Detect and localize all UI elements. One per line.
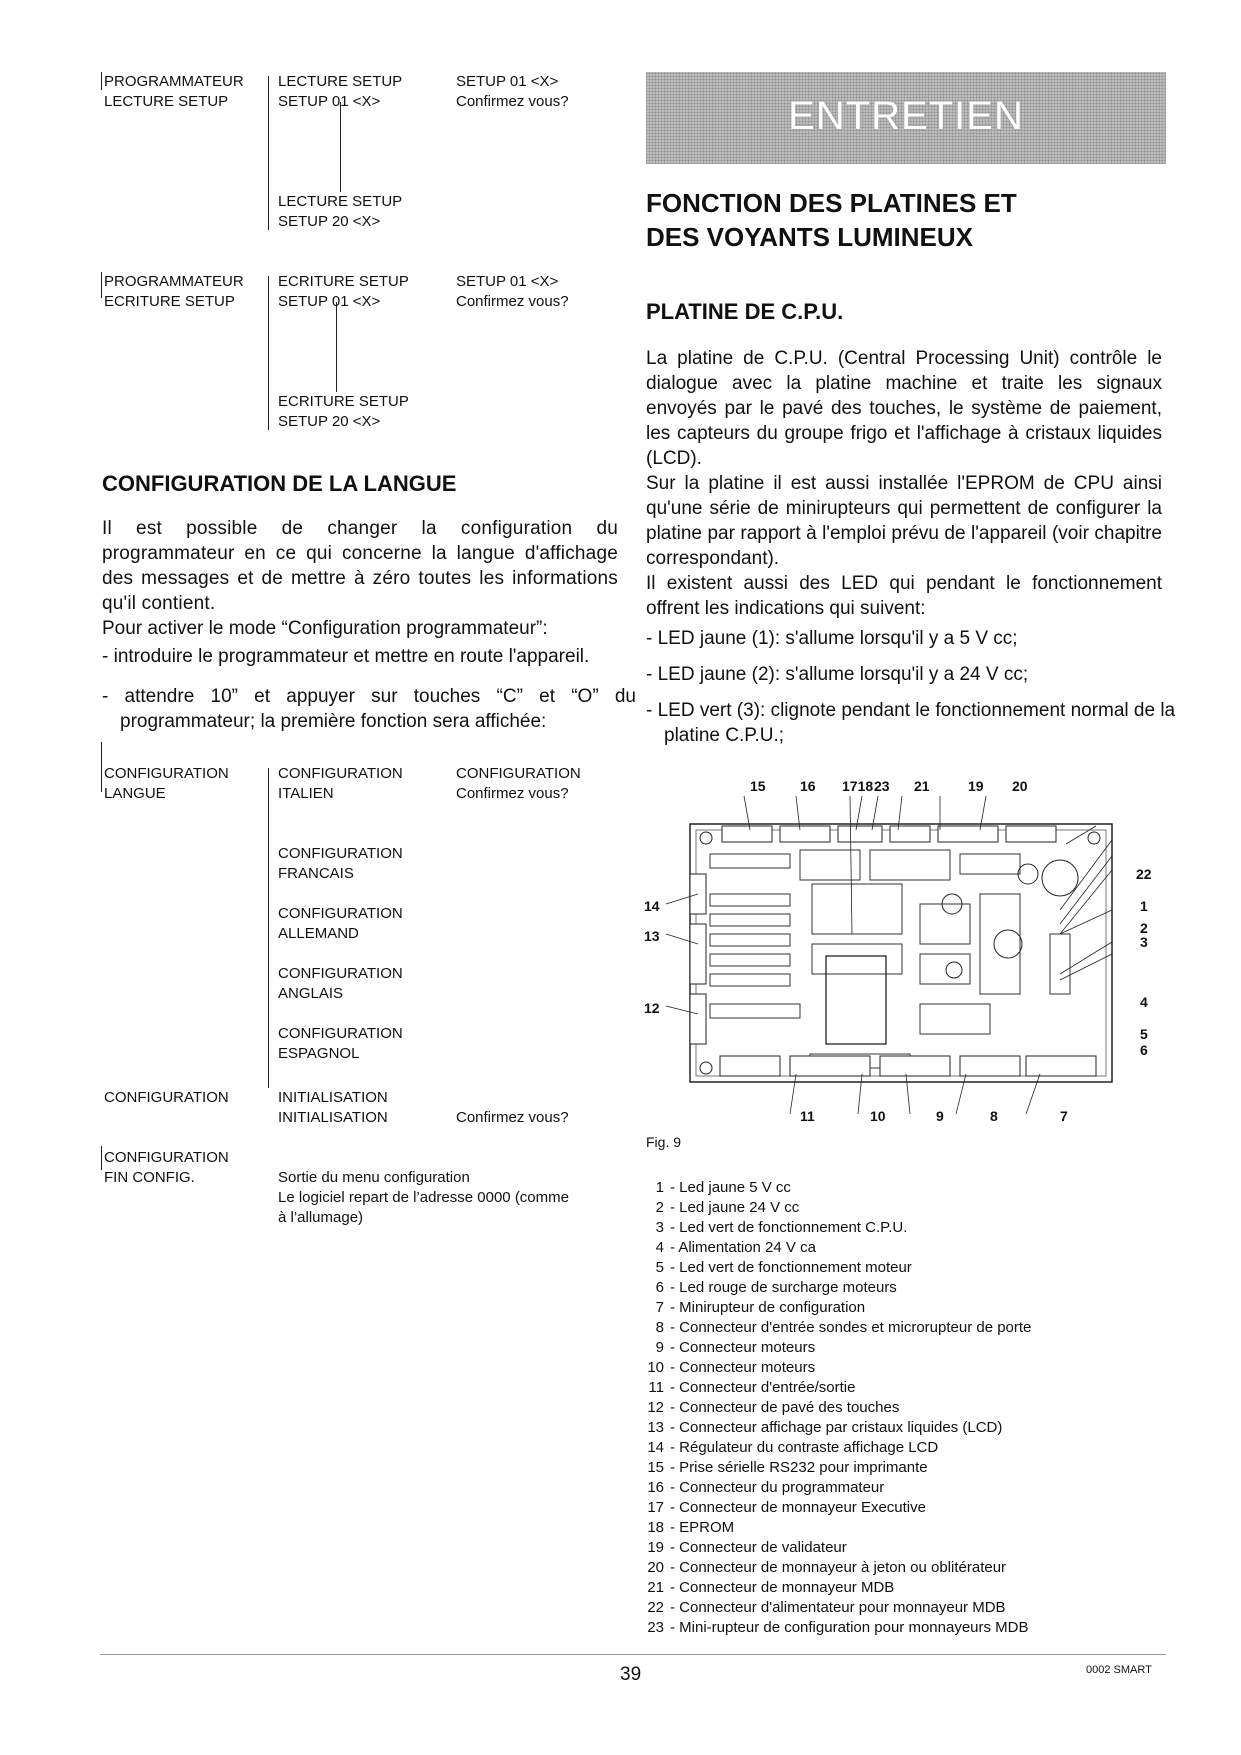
legend-number: 15 (647, 1459, 664, 1476)
config-anglais: CONFIGURATION ANGLAIS (278, 965, 403, 1002)
legend-item (646, 1218, 1031, 1238)
legend-item (646, 1358, 1031, 1378)
legend-text: - Connecteur moteurs (670, 1359, 816, 1376)
legend-text: - Mini-rupteur de configuration pour monnayeurs MDB (670, 1619, 1029, 1636)
cpu-body (646, 346, 1162, 621)
fig-label-10: 10 (870, 1108, 886, 1124)
legend-item (646, 1558, 1031, 1578)
led2-item: - LED jaune (2): s'allume lorsqu'il y a 24 V cc; (646, 664, 1029, 685)
menu2-col2a: ECRITURE SETUP SETUP 01 <X> (278, 273, 409, 310)
legend-text: - Led jaune 5 V cc (670, 1179, 791, 1196)
legend-item (646, 1258, 1031, 1278)
legend-number: 1 (655, 1179, 664, 1196)
config-init-col2: INITIALISATION INITIALISATION (278, 1089, 388, 1126)
menu1-col2b: LECTURE SETUP SETUP 20 <X> (278, 193, 403, 230)
footer-divider (100, 1654, 1166, 1655)
fig-label-1: 1 (1140, 898, 1148, 914)
legend-number: 11 (648, 1379, 664, 1396)
fig-label-8: 8 (990, 1108, 998, 1124)
config-espagnol: CONFIGURATION ESPAGNOL (278, 1025, 403, 1062)
legend-text: - Connecteur de monnayeur à jeton ou oblitérateur (670, 1559, 1007, 1576)
legend-text: - Connecteur affichage par cristaux liquides (LCD) (670, 1419, 1003, 1436)
fig-label-23: 23 (874, 778, 890, 794)
legend-item (646, 1538, 1031, 1558)
fig-label-3: 3 (1140, 934, 1148, 950)
led1-item: - LED jaune (1): s'allume lorsqu'il y a 5 V cc; (646, 628, 1018, 649)
legend-text: - Connecteur d'entrée/sortie (670, 1379, 856, 1396)
figure-caption: Fig. 9 (646, 1134, 682, 1150)
legend-item (646, 1498, 1031, 1518)
fig-label-16: 16 (800, 778, 816, 794)
legend-item (646, 1398, 1031, 1418)
legend-text: - Minirupteur de configuration (670, 1299, 866, 1316)
legend-number: 16 (647, 1479, 664, 1496)
legend-item (646, 1518, 1031, 1538)
legend-number: 13 (647, 1419, 664, 1436)
legend-text: - Connecteur du programmateur (670, 1479, 885, 1496)
legend-item (646, 1338, 1031, 1358)
legend-number: 6 (655, 1279, 664, 1296)
legend-number: 19 (647, 1539, 664, 1556)
legend-text: - EPROM (670, 1519, 735, 1536)
legend-text: - Led rouge de surcharge moteurs (670, 1279, 897, 1296)
legend-number: 17 (647, 1499, 664, 1516)
legend-text: - Led vert de fonctionnement C.P.U. (670, 1219, 908, 1236)
fig-label-1718: 1718 (842, 778, 874, 794)
fig-label-12: 12 (644, 1000, 660, 1016)
page-number: 39 (620, 1664, 642, 1685)
legend-text: - Connecteur d'entrée sondes et microrupteur de porte (670, 1319, 1032, 1336)
legend-item (646, 1598, 1031, 1618)
fig-label-6: 6 (1140, 1042, 1148, 1058)
banner-title: ENTRETIEN (788, 94, 1024, 138)
legend-item (646, 1618, 1031, 1638)
fig-label-11: 11 (800, 1108, 815, 1124)
legend-number: 5 (655, 1259, 664, 1276)
fig-label-21: 21 (914, 778, 930, 794)
legend-number: 7 (655, 1299, 664, 1316)
legend-number: 8 (655, 1319, 664, 1336)
legend-item (646, 1278, 1031, 1298)
fig-label-15: 15 (750, 778, 766, 794)
langue-para2: Pour activer le mode “Configuration programmateur”: (102, 618, 548, 639)
menu1-col3: SETUP 01 <X> Confirmez vous? (456, 73, 569, 110)
langue-step1: - introduire le programmateur et mettre en route l'appareil. (102, 646, 590, 667)
cpu-heading: PLATINE DE C.P.U. (646, 299, 844, 324)
menu1-col2a: LECTURE SETUP SETUP 01 <X> (278, 73, 403, 110)
langue-heading: CONFIGURATION DE LA LANGUE (102, 471, 457, 496)
fig-label-2: 2 (1140, 920, 1148, 936)
legend-number: 12 (647, 1399, 664, 1416)
fig-label-5: 5 (1140, 1026, 1148, 1042)
legend-item (646, 1378, 1031, 1398)
doc-code: 0002 SMART (1086, 1664, 1152, 1676)
legend-text: - Connecteur de pavé des touches (670, 1399, 900, 1416)
legend-number: 2 (655, 1199, 664, 1216)
menu2-col3: SETUP 01 <X> Confirmez vous? (456, 273, 569, 310)
fig-label-22: 22 (1136, 866, 1152, 882)
legend-item (646, 1418, 1031, 1438)
cpu-para3: Il existent aussi des LED qui pendant le fonctionnement offrent les indications qui suivent: (646, 573, 1162, 619)
legend-item (646, 1298, 1031, 1318)
fig-label-19: 19 (968, 778, 984, 794)
fig-label-20: 20 (1012, 778, 1028, 794)
legend-text: - Connecteur de validateur (670, 1539, 847, 1556)
legend-text: - Prise sérielle RS232 pour imprimante (670, 1459, 928, 1476)
menu2-col2b: ECRITURE SETUP SETUP 20 <X> (278, 393, 409, 430)
config-allemand: CONFIGURATION ALLEMAND (278, 905, 403, 942)
config-italien: CONFIGURATION ITALIEN (278, 765, 403, 802)
fig-label-9: 9 (936, 1108, 944, 1124)
config-fin-col2: Sortie du menu configuration Le logiciel repart de l’adresse 0000 (comme à l’allumage) (278, 1169, 569, 1226)
menu1-col1: PROGRAMMATEUR LECTURE SETUP (104, 73, 244, 110)
legend-item (646, 1178, 1031, 1198)
langue-para1: Il est possible de changer la configuration du programmateur en ce qui concerne la langue d'affichage des messages et de mettre à zéro toutes les informations qu'il contient. (102, 518, 618, 614)
legend-number: 4 (655, 1239, 664, 1256)
legend-item (646, 1438, 1031, 1458)
legend-item (646, 1238, 1031, 1258)
legend-text: - Led jaune 24 V cc (670, 1199, 800, 1216)
config-francais: CONFIGURATION FRANCAIS (278, 845, 403, 882)
legend-text: - Alimentation 24 V ca (670, 1239, 816, 1256)
langue-body (102, 516, 618, 641)
fig-label-7: 7 (1060, 1108, 1068, 1124)
config-init-col3: Confirmez vous? (456, 1109, 569, 1126)
config-init-col1: CONFIGURATION (104, 1089, 229, 1106)
config-fin-col1: CONFIGURATION FIN CONFIG. (104, 1149, 229, 1186)
legend-number: 9 (655, 1339, 664, 1356)
legend-text: - Connecteur moteurs (670, 1339, 816, 1356)
config-confirm: CONFIGURATION Confirmez vous? (456, 765, 581, 802)
fig-label-14: 14 (644, 898, 660, 914)
legend-number: 18 (647, 1519, 664, 1536)
langue-step2: - attendre 10” et appuyer sur touches “C” et “O” du programmateur; la première fonction sera affichée: (102, 686, 636, 732)
cpu-board-diagram (640, 774, 1166, 1124)
main-heading: FONCTION DES PLATINES ET DES VOYANTS LUMINEUX (646, 188, 1017, 252)
legend-number: 22 (647, 1599, 664, 1616)
legend-text: - Connecteur de monnayeur MDB (670, 1579, 895, 1596)
legend-number: 20 (647, 1559, 664, 1576)
legend-text: - Connecteur de monnayeur Executive (670, 1499, 926, 1516)
menu2-col1: PROGRAMMATEUR ECRITURE SETUP (104, 273, 244, 310)
legend-number: 14 (647, 1439, 664, 1456)
cpu-para2: Sur la platine il est aussi installée l'EPROM de CPU ainsi qu'une série de minirupteurs qui permettent de configurer la platine par rapport à l'emploi prévu de l'appareil (voir chapitre correspondant). (646, 473, 1162, 569)
legend-item (646, 1198, 1031, 1218)
legend-text: - Régulateur du contraste affichage LCD (670, 1439, 939, 1456)
legend-number: 10 (647, 1359, 664, 1376)
entretien-banner (646, 72, 1166, 164)
legend-item (646, 1458, 1031, 1478)
config-col1-langue: CONFIGURATION LANGUE (104, 765, 229, 802)
legend-item (646, 1478, 1031, 1498)
legend-item (646, 1318, 1031, 1338)
fig-label-4: 4 (1140, 994, 1148, 1010)
fig-label-13: 13 (644, 928, 660, 944)
legend-number: 23 (647, 1619, 664, 1636)
led3-item: - LED vert (3): clignote pendant le fonctionnement normal de la platine C.P.U.; (646, 700, 1176, 746)
legend-item (646, 1578, 1031, 1598)
cpu-para1: La platine de C.P.U. (Central Processing Unit) contrôle le dialogue avec la platine machine et traite les signaux envoyés par le pavé des touches, le système de paiement, les capteurs du groupe frigo et l'affichage à cristaux liquides (LCD). (646, 348, 1162, 469)
figure-legend (646, 1178, 1031, 1638)
legend-text: - Led vert de fonctionnement moteur (670, 1259, 912, 1276)
legend-text: - Connecteur d'alimentateur pour monnayeur MDB (670, 1599, 1006, 1616)
legend-number: 3 (655, 1219, 664, 1236)
legend-number: 21 (647, 1579, 664, 1596)
